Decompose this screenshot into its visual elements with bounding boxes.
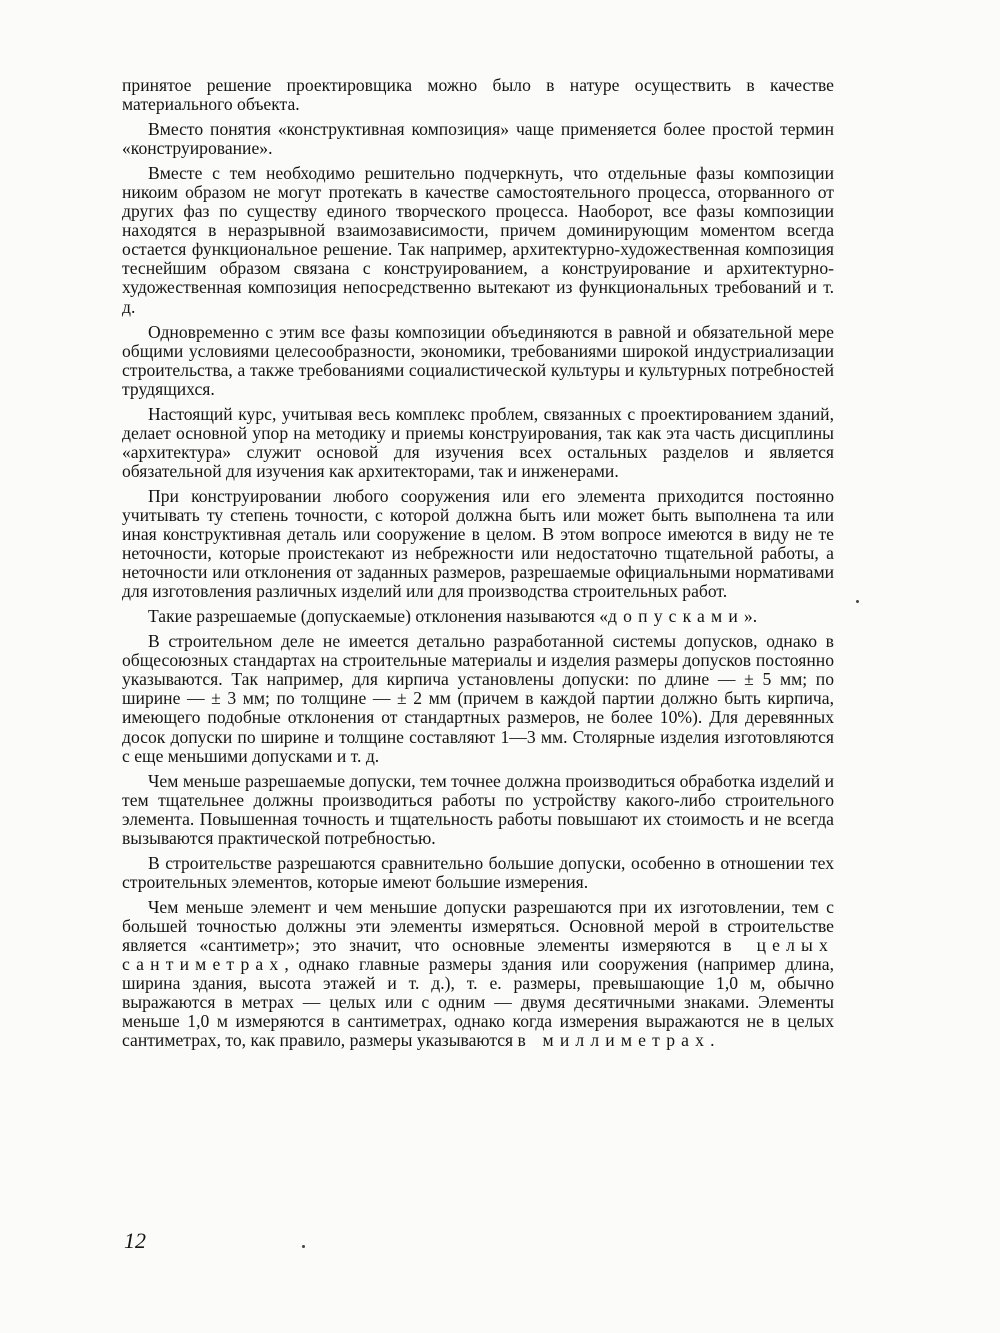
paragraph-6: При конструировании любого сооружения или его элемента приходится постоянно учитывать ту степень точности, с которой должна быть или может быть выполнена та или иная конструктивная деталь или сооружение в целом. В этом вопросе имеются в виду не те неточности, которые проистекают из небрежности или недостаточно тщательной работы, а неточности или отклонения от заданных размеров, разрешаемые официальными нормативами для изготовления различных изделий или для производства строительных работ.	[122, 485, 834, 602]
page-number: 12	[124, 1228, 146, 1253]
paragraph-11-middle: , однако главные размеры здания или сооружения (например длина, ширина здания, высота этажей и т. д.), т. е. размеры, превышающие 1,0 м, обычно выражаются в метрах — целых или с одним — двумя десятичными знаками. Элементы меньше 1,0 м измеряются в сантиметрах, однако когда измерения выражаются не в целых сантиметрах, то, как правило, размеры указываются	[122, 954, 834, 1051]
paragraph-10: В строительстве разрешаются сравнительно большие допуски, особенно в отношении тех строительных элементов, которые имеют большие измерения.	[122, 852, 834, 892]
paragraph-7-tail: ».	[743, 606, 758, 627]
paragraph-5: Настоящий курс, учитывая весь комплекс проблем, связанных с проектированием зданий, делает основной упор на методику и приемы конструирования, так как эта часть дисциплины «архитектура» служит основой для изучения всех остальных разделов и является обязательной для изучения как архитекторами, так и инженерами.	[122, 403, 834, 481]
paragraph-8: В строительном деле не имеется детально разработанной системы допусков, однако в общесоюзных стандартах на строительные материалы и изделия размеры допусков постоянно указываются. Так например, для кирпича установлены допуски: по длине — ± 5 мм; по ширине — ± 3 мм; по толщине — ± 2 мм (причем в каждой партии должно быть кирпича, имеющего подобные отклонения от стандартных размеров, не более 10%). Для деревянных досок допуски по ширине и толщине составляют 1—3 мм. Столярные изделия изготовляются с еще меньшими допусками и т. д.	[122, 631, 834, 766]
paragraph-1: принятое решение проектировщика можно было в натуре осуществить в качестве материального объекта.	[122, 75, 834, 115]
paragraph-9: Чем меньше разрешаемые допуски, тем точнее должна производиться обработка изделий и тем тщательнее должны производиться работы по устройству какого-либо строительного элемента. Повышенная точность и тщательность работы повышают их стоимость и не всегда вызываются практической потребностью.	[122, 770, 834, 848]
paragraph-7	[122, 607, 834, 626]
scan-speck	[302, 1245, 305, 1248]
term-millimeters: в миллиметрах	[517, 1030, 711, 1051]
body-text	[122, 76, 834, 1056]
paragraph-11-lead: Чем меньше элемент и чем меньшие допуски разрешаются при их изготовлении, тем с большей точностью должны эти элементы измеряться. Основной мерой в строительстве является «сантиметр»; это значит, что основные элементы измеряются	[122, 896, 834, 955]
paragraph-7-lead: Такие разрешаемые (допускаемые) отклонения называются «	[148, 606, 609, 627]
paragraph-4: Одновременно с этим все фазы композиции объединяются в равной и обязательной мере общими условиями целесообразности, экономики, требованиями широкой индустриализации строительства, а также требованиями социалистической культуры и культурных потребностей трудящихся.	[122, 321, 834, 399]
paragraph-11	[122, 898, 834, 1050]
paragraph-11-tail: .	[710, 1030, 715, 1051]
scan-speck	[856, 600, 859, 603]
term-whole-centimeters: в целых сантиметрах	[122, 934, 834, 975]
term-dopuski: допусками	[608, 606, 744, 627]
paragraph-2: Вместо понятия «конструктивная композиция» чаще применяется более простой термин «конструирование».	[122, 119, 834, 159]
paragraph-3: Вместе с тем необходимо решительно подчеркнуть, что отдельные фазы композиции никоим образом не могут протекать в качестве самостоятельного процесса, оторванного от других фаз по существу единого творческого процесса. Наоборот, все фазы композиции находятся в неразрывной взаимозависимости, причем доминирующим моментом всегда остается функциональное решение. Так например, архитектурно-художественная композиция теснейшим образом связана с конструированием, а конструирование и архитектурно-художественная композиция непосредственно вытекают из функциональных требований и т. д.	[122, 163, 834, 317]
